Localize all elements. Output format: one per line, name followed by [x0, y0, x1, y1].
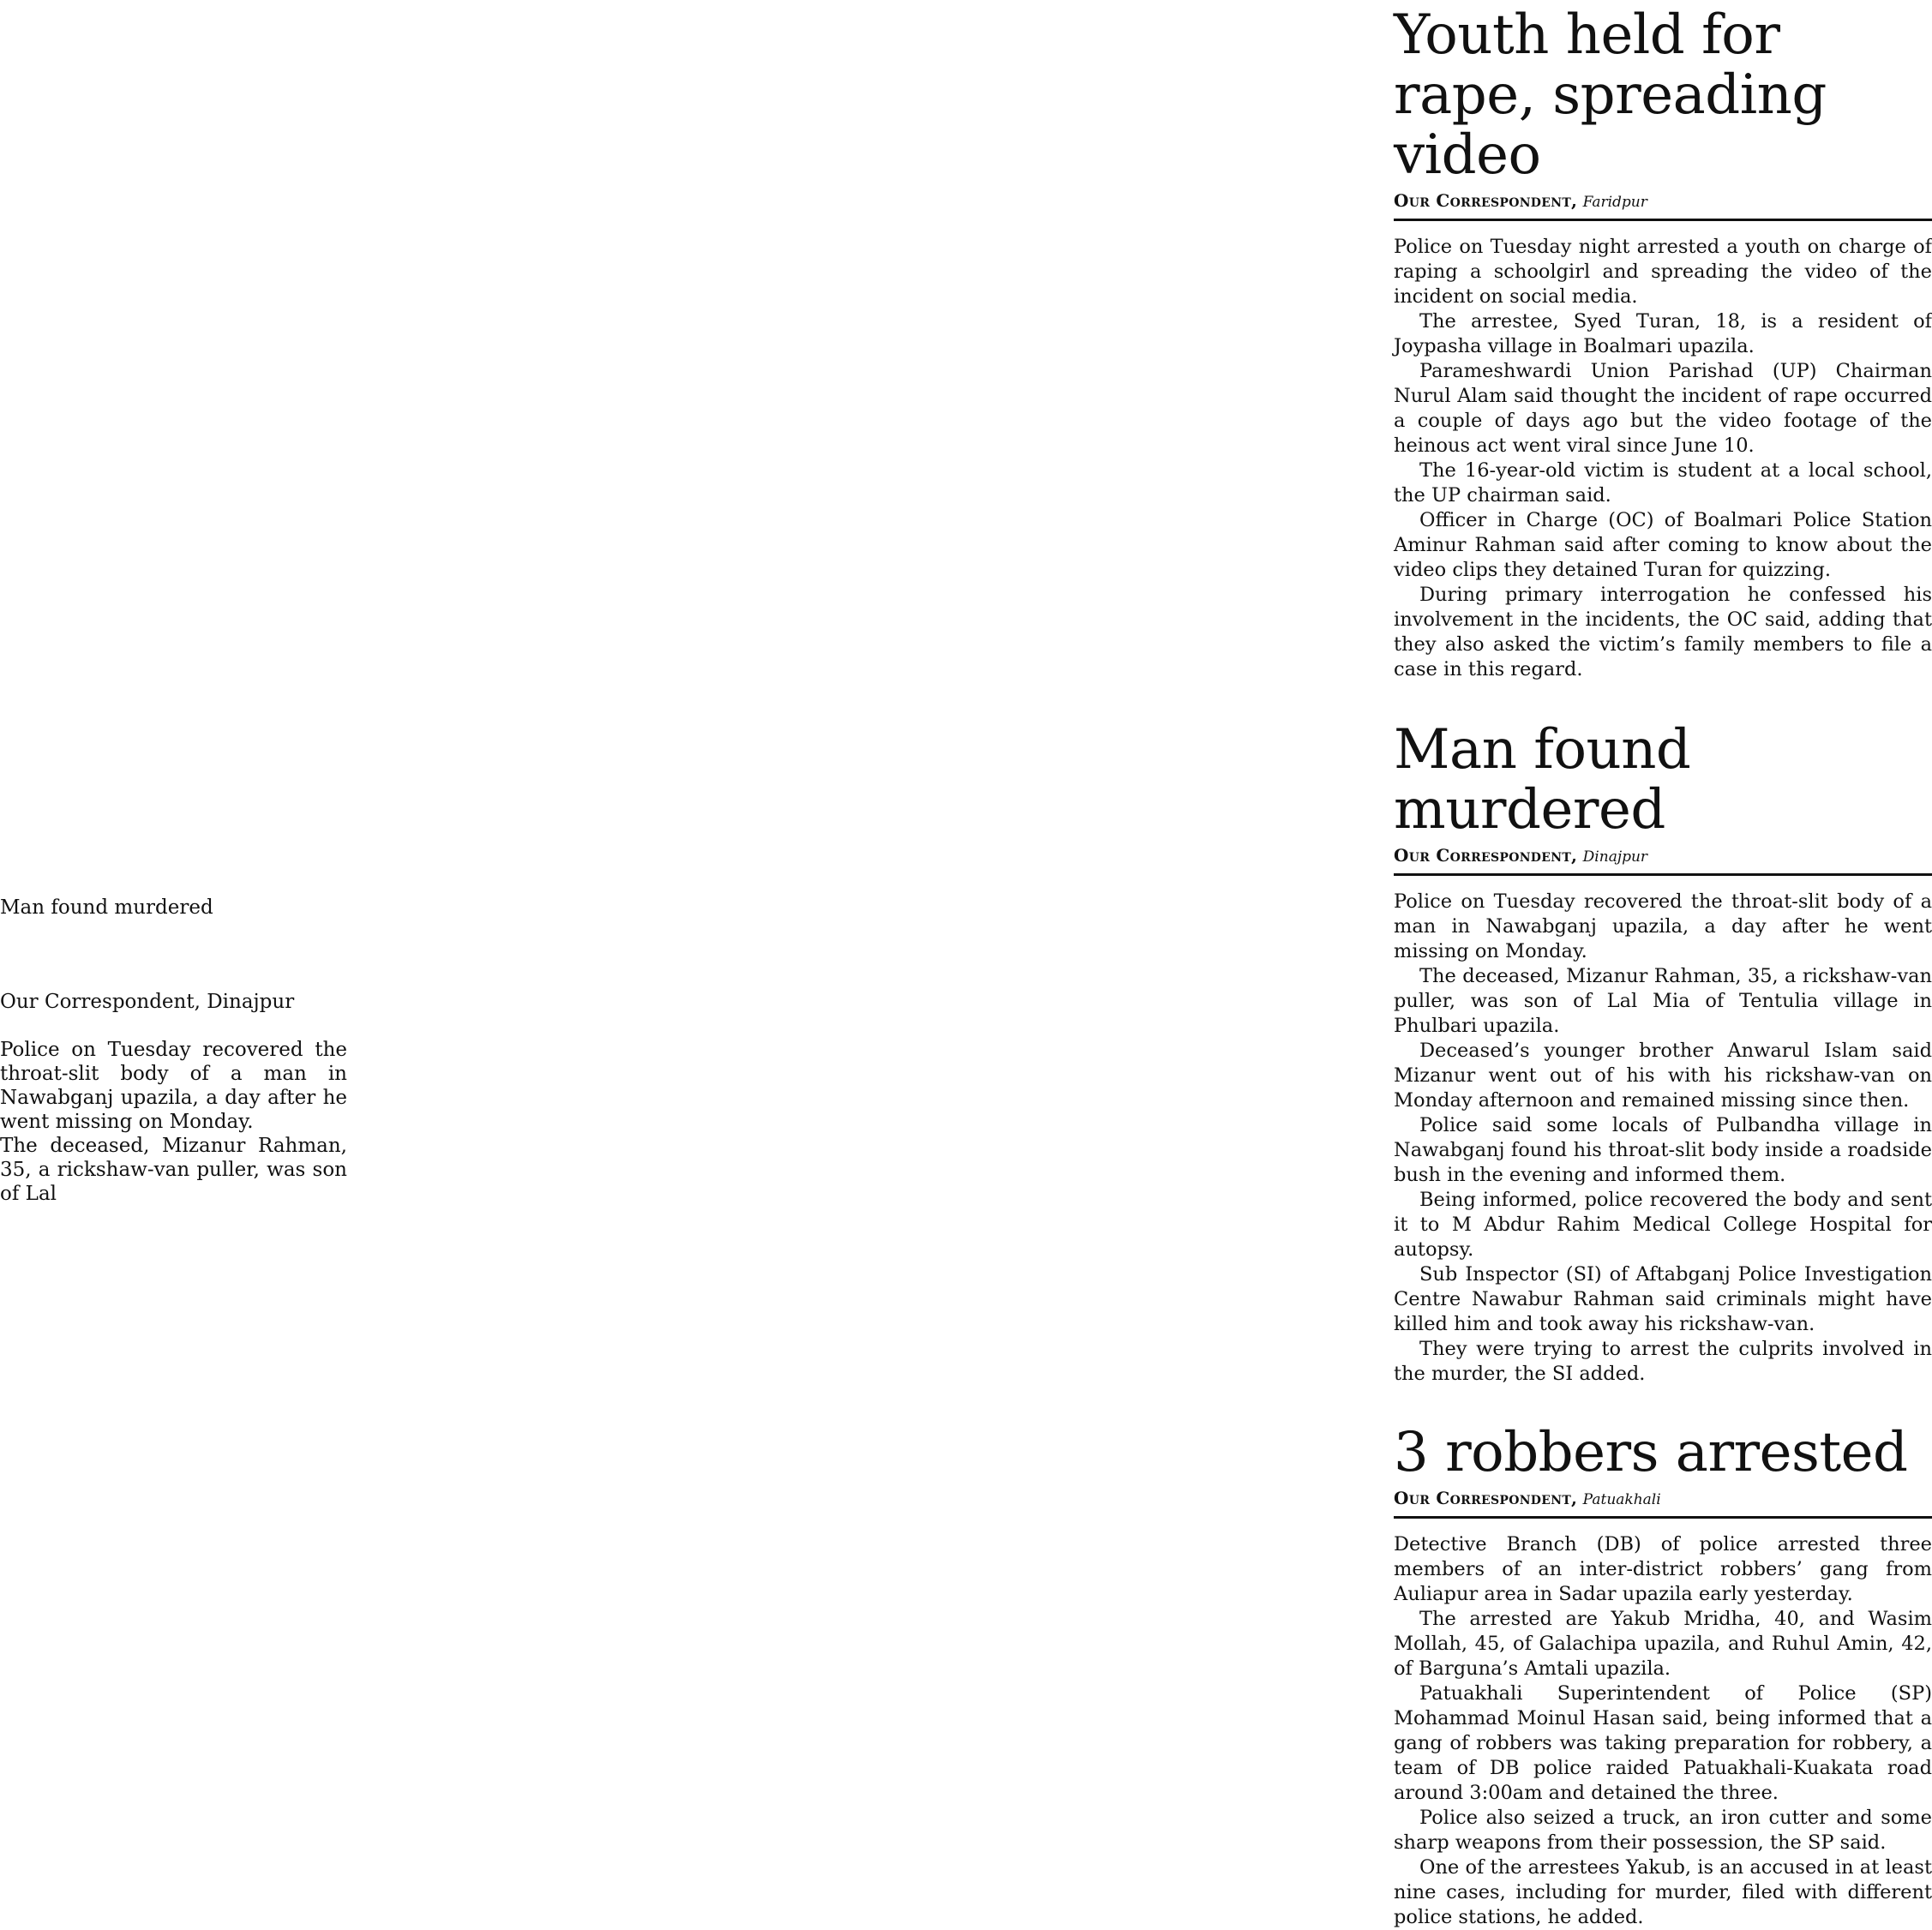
article-body [1394, 235, 1932, 682]
article-byline [1394, 845, 1932, 876]
byline-name: Our Correspondent, [1394, 1488, 1578, 1508]
article-byline [1394, 190, 1932, 221]
article-paragraph: Patuakhali Superintendent of Police (SP) Mohammad Moinul Hasan said, being informed that a gang of robbers was taking preparation for robbery, a team of DB police raided Patuakhali-Kuakata road around 3:00am and detained the three. [1394, 1682, 1932, 1804]
article-paragraph: They were trying to arrest the culprits involved in the murder, the SI added. [1394, 1338, 1932, 1385]
byline-place: Faridpur [1582, 194, 1647, 211]
article-paragraph: The arrestee, Syed Turan, 18, is a resident of Joypasha village in Boalmari upazila. [1394, 310, 1932, 357]
article-column [1394, 5, 1932, 1930]
left-text-fragment [0, 896, 347, 1206]
article-youth-held [1394, 5, 1932, 682]
byline-place: Patuakhali [1582, 1491, 1661, 1508]
article-headline: Youth held for rape, spreading video [1394, 3, 1827, 187]
article-paragraph: Police said some locals of Pulbandha village in Nawabganj found his throat-slit body inside a roadside bush in the evening and informed them. [1394, 1114, 1932, 1186]
fragment-paragraph: Police on Tuesday recovered the throat-slit body of a man in Nawabganj upazila, a day after he went missing on Monday. [0, 1039, 347, 1133]
article-paragraph: Detective Branch (DB) of police arrested three members of an inter-district robbers’ gang from Auliapur area in Sadar upazila early yesterday. [1394, 1533, 1932, 1605]
fragment-title: Man found murdered [0, 896, 213, 919]
article-headline: 3 robbers arrested [1394, 1421, 1908, 1484]
fragment-byline: Our Correspondent, Dinajpur [0, 991, 295, 1013]
byline-place: Dinajpur [1582, 848, 1648, 866]
byline-name: Our Correspondent, [1394, 845, 1578, 866]
article-paragraph: One of the arrestees Yakub, is an accused in at least nine cases, including for murder, filed with different police stations, he added. [1394, 1856, 1932, 1928]
article-paragraph: The arrested are Yakub Mridha, 40, and Wasim Mollah, 45, of Galachipa upazila, and Ruhul Amin, 42, of Barguna’s Amtali upazila. [1394, 1608, 1932, 1680]
article-headline: Man found murdered [1394, 718, 1691, 842]
article-paragraph: Being informed, police recovered the body and sent it to M Abdur Rahim Medical College Hospital for autopsy. [1394, 1189, 1932, 1261]
article-paragraph: During primary interrogation he confessed his involvement in the incidents, the OC said, adding that they also asked the victim’s family members to file a case in this regard. [1394, 584, 1932, 680]
article-paragraph: Police on Tuesday night arrested a youth on charge of raping a schoolgirl and spreading the video of the incident on social media. [1394, 236, 1932, 308]
article-paragraph: Police on Tuesday recovered the throat-slit body of a man in Nawabganj upazila, a day after he went missing on Monday. [1394, 890, 1932, 962]
article-paragraph: Officer in Charge (OC) of Boalmari Police Station Aminur Rahman said after coming to know about the video clips they detained Turan for quizzing. [1394, 509, 1932, 581]
article-paragraph: Police also seized a truck, an iron cutter and some sharp weapons from their possession, the SP said. [1394, 1807, 1932, 1854]
byline-name: Our Correspondent, [1394, 190, 1578, 211]
fragment-paragraph: The deceased, Mizanur Rahman, 35, a rickshaw-van puller, was son of Lal [0, 1135, 347, 1205]
article-paragraph: Sub Inspector (SI) of Aftabganj Police Investigation Centre Nawabur Rahman said criminals might have killed him and took away his rickshaw-van. [1394, 1263, 1932, 1335]
article-paragraph: Deceased’s younger brother Anwarul Islam said Mizanur went out of his with his rickshaw-van on Monday afternoon and remained missing since then. [1394, 1040, 1932, 1112]
article-byline [1394, 1488, 1932, 1519]
article-paragraph: The deceased, Mizanur Rahman, 35, a rickshaw-van puller, was son of Lal Mia of Tentulia village in Phulbari upazila. [1394, 965, 1932, 1037]
article-paragraph: Parameshwardi Union Parishad (UP) Chairman Nurul Alam said thought the incident of rape occurred a couple of days ago but the video footage of the heinous act went viral since June 10. [1394, 360, 1932, 457]
article-robbers-arrested [1394, 1423, 1932, 1930]
article-body [1394, 1532, 1932, 1930]
article-paragraph: The 16-year-old victim is student at a local school, the UP chairman said. [1394, 459, 1932, 506]
article-body [1394, 890, 1932, 1387]
article-man-found-murdered [1394, 720, 1932, 1387]
